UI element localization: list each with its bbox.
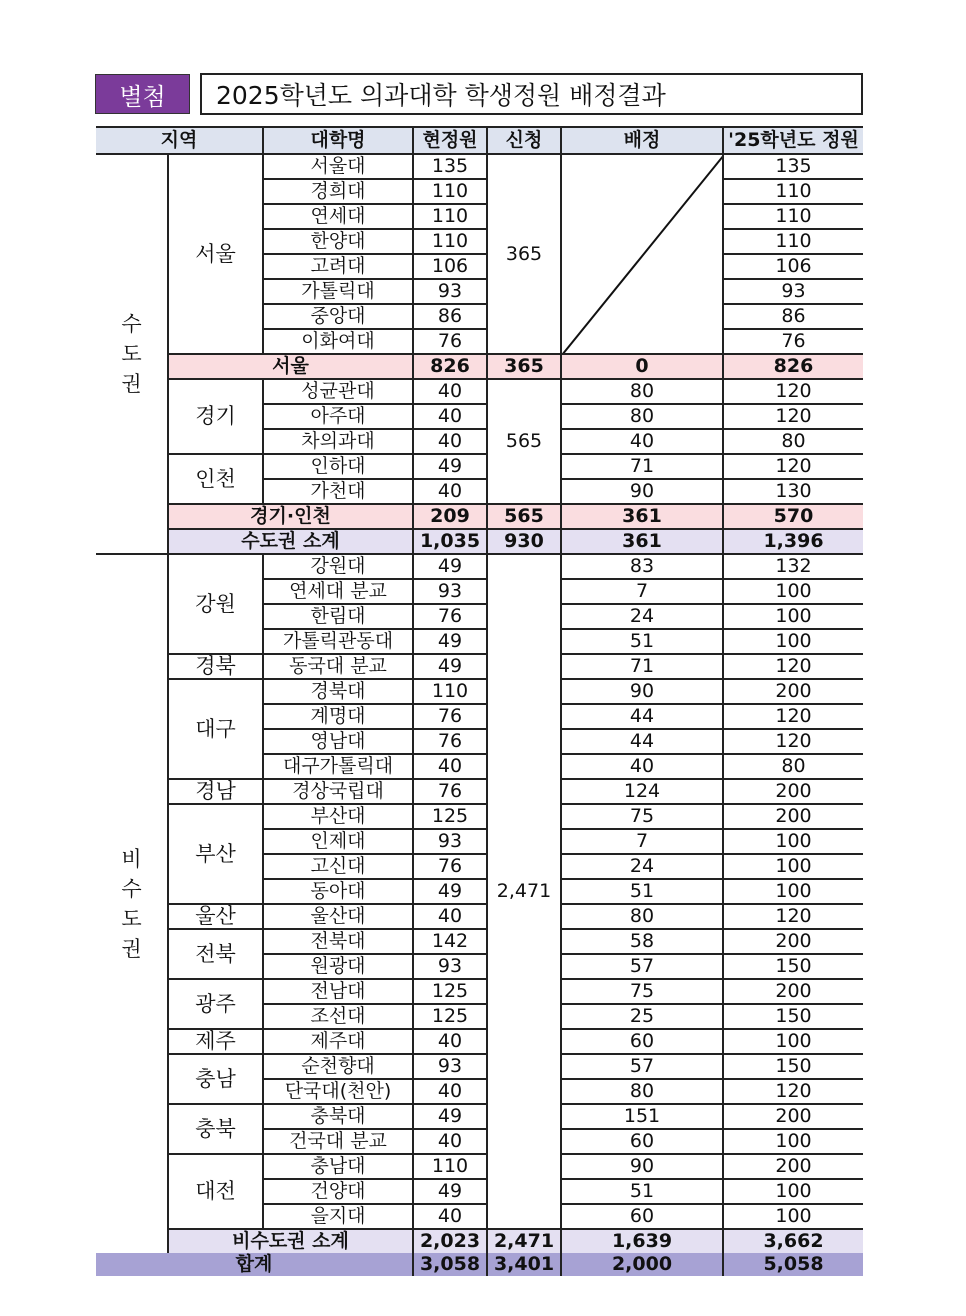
final-quota: 120: [723, 704, 863, 729]
university-name: 전북대: [263, 929, 413, 954]
subtotal-label: 서울: [168, 354, 413, 379]
region-incheon: 인천: [168, 454, 263, 504]
subtotal-applied: 2,471: [487, 1229, 561, 1253]
current-quota: 76: [413, 329, 487, 354]
table-row: [96, 1154, 863, 1179]
allocated-quota: 57: [561, 1054, 723, 1079]
current-quota: 49: [413, 1104, 487, 1129]
allocated-quota: 124: [561, 779, 723, 804]
region-name: 광주: [168, 979, 263, 1029]
final-quota: 100: [723, 604, 863, 629]
allocated-quota: 60: [561, 1129, 723, 1154]
current-quota: 86: [413, 304, 487, 329]
university-name: 단국대(천안): [263, 1079, 413, 1104]
allocated-quota: 71: [561, 654, 723, 679]
final-quota: 200: [723, 1104, 863, 1129]
current-quota: 142: [413, 929, 487, 954]
allocated-quota: 58: [561, 929, 723, 954]
university-name: 건양대: [263, 1179, 413, 1204]
allocated-quota: 7: [561, 579, 723, 604]
current-quota: 125: [413, 979, 487, 1004]
page-title-text: 2025학년도 의과대학 학생정원 배정결과: [216, 81, 666, 110]
allocated-quota: 60: [561, 1204, 723, 1229]
allocated-quota: 40: [561, 754, 723, 779]
current-quota: 40: [413, 479, 487, 504]
page-title: [200, 73, 863, 115]
current-quota: 135: [413, 154, 487, 179]
final-quota: 200: [723, 979, 863, 1004]
current-quota: 110: [413, 679, 487, 704]
final-quota: 150: [723, 1054, 863, 1079]
allocated-quota: 90: [561, 1154, 723, 1179]
final-quota: 100: [723, 579, 863, 604]
subtotal-allocated: 0: [561, 354, 723, 379]
current-quota: 40: [413, 1129, 487, 1154]
final-quota: 120: [723, 1079, 863, 1104]
university-name: 전남대: [263, 979, 413, 1004]
university-name: 충북대: [263, 1104, 413, 1129]
table-row: [96, 154, 863, 179]
university-name: 중앙대: [263, 304, 413, 329]
current-quota: 110: [413, 204, 487, 229]
current-quota: 49: [413, 454, 487, 479]
allocation-na-diagonal: [561, 154, 723, 354]
table-body: [96, 154, 863, 1276]
current-quota: 93: [413, 1054, 487, 1079]
major-region-noncapital: 비 수 도 권: [96, 554, 168, 1253]
subtotal-final: 3,662: [723, 1229, 863, 1253]
table-row: [96, 929, 863, 954]
table-row: [96, 679, 863, 704]
final-quota: 200: [723, 929, 863, 954]
allocated-quota: 44: [561, 729, 723, 754]
region-name: 전북: [168, 929, 263, 979]
university-name: 경희대: [263, 179, 413, 204]
table-row: [96, 1104, 863, 1129]
allocated-quota: 51: [561, 879, 723, 904]
current-quota: 40: [413, 1029, 487, 1054]
region-name: 부산: [168, 804, 263, 904]
table-row: [96, 804, 863, 829]
final-quota: 120: [723, 654, 863, 679]
university-name: 서울대: [263, 154, 413, 179]
allocated-quota: 7: [561, 829, 723, 854]
subtotal-allocated: 361: [561, 504, 723, 529]
diagonal-line: [562, 155, 723, 354]
allocated-quota: 51: [561, 629, 723, 654]
allocated-quota: 90: [561, 479, 723, 504]
final-quota: 200: [723, 679, 863, 704]
major-region-capital: 수 도 권: [96, 154, 168, 554]
university-name: 경북대: [263, 679, 413, 704]
allocation-table-wrapper: [96, 126, 863, 1276]
subtotal-row-capital: [96, 529, 863, 554]
allocated-quota: 25: [561, 1004, 723, 1029]
final-quota: 132: [723, 554, 863, 579]
region-name: 경남: [168, 779, 263, 804]
final-quota: 135: [723, 154, 863, 179]
col-header-applied: 신청: [487, 127, 561, 154]
university-name: 한양대: [263, 229, 413, 254]
allocated-quota: 51: [561, 1179, 723, 1204]
grand-total-row: [96, 1253, 863, 1276]
final-quota: 100: [723, 879, 863, 904]
current-quota: 49: [413, 879, 487, 904]
final-quota: 110: [723, 229, 863, 254]
university-name: 부산대: [263, 804, 413, 829]
subtotal-final: 1,396: [723, 529, 863, 554]
final-quota: 100: [723, 1179, 863, 1204]
final-quota: 100: [723, 1204, 863, 1229]
final-quota: 100: [723, 1029, 863, 1054]
allocated-quota: 44: [561, 704, 723, 729]
region-name: 대구: [168, 679, 263, 779]
university-name: 경상국립대: [263, 779, 413, 804]
final-quota: 106: [723, 254, 863, 279]
current-quota: 49: [413, 629, 487, 654]
university-name: 울산대: [263, 904, 413, 929]
final-quota: 200: [723, 1154, 863, 1179]
university-name: 고신대: [263, 854, 413, 879]
university-name: 성균관대: [263, 379, 413, 404]
final-quota: 93: [723, 279, 863, 304]
current-quota: 125: [413, 1004, 487, 1029]
university-name: 조선대: [263, 1004, 413, 1029]
current-quota: 110: [413, 179, 487, 204]
table-row: [96, 554, 863, 579]
current-quota: 40: [413, 404, 487, 429]
subtotal-allocated: 1,639: [561, 1229, 723, 1253]
allocated-quota: 83: [561, 554, 723, 579]
final-quota: 100: [723, 1129, 863, 1154]
final-quota: 76: [723, 329, 863, 354]
total-current: 3,058: [413, 1253, 487, 1276]
table-row: [96, 454, 863, 479]
final-quota: 150: [723, 954, 863, 979]
total-applied: 3,401: [487, 1253, 561, 1276]
university-name: 한림대: [263, 604, 413, 629]
region-name: 충남: [168, 1054, 263, 1104]
university-name: 계명대: [263, 704, 413, 729]
allocated-quota: 40: [561, 429, 723, 454]
current-quota: 40: [413, 904, 487, 929]
final-quota: 80: [723, 754, 863, 779]
col-header-region: 지역: [96, 127, 263, 154]
allocated-quota: 90: [561, 679, 723, 704]
final-quota: 120: [723, 904, 863, 929]
table-row: [96, 1054, 863, 1079]
subtotal-applied: 930: [487, 529, 561, 554]
university-name: 동아대: [263, 879, 413, 904]
subtotal-applied: 565: [487, 504, 561, 529]
university-name: 순천향대: [263, 1054, 413, 1079]
current-quota: 40: [413, 754, 487, 779]
current-quota: 76: [413, 704, 487, 729]
subtotal-applied: 365: [487, 354, 561, 379]
university-name: 아주대: [263, 404, 413, 429]
subtotal-final: 570: [723, 504, 863, 529]
university-name: 가천대: [263, 479, 413, 504]
final-quota: 110: [723, 179, 863, 204]
subtotal-label: 수도권 소계: [168, 529, 413, 554]
subtotal-allocated: 361: [561, 529, 723, 554]
table-row: [96, 979, 863, 1004]
allocated-quota: 80: [561, 1079, 723, 1104]
diagonal-line-svg: [562, 155, 723, 354]
final-quota: 130: [723, 479, 863, 504]
subtotal-label: 경기·인천: [168, 504, 413, 529]
university-name: 차의과대: [263, 429, 413, 454]
final-quota: 86: [723, 304, 863, 329]
applied-noncapital: 2,471: [487, 554, 561, 1229]
current-quota: 49: [413, 654, 487, 679]
university-name: 제주대: [263, 1029, 413, 1054]
final-quota: 100: [723, 854, 863, 879]
region-name: 충북: [168, 1104, 263, 1154]
current-quota: 40: [413, 379, 487, 404]
university-name: 대구가톨릭대: [263, 754, 413, 779]
table-header-row: [96, 127, 863, 154]
final-quota: 200: [723, 779, 863, 804]
allocation-table: [96, 126, 863, 1276]
region-seoul: 서울: [168, 154, 263, 354]
university-name: 고려대: [263, 254, 413, 279]
current-quota: 76: [413, 729, 487, 754]
allocated-quota: 151: [561, 1104, 723, 1129]
current-quota: 106: [413, 254, 487, 279]
current-quota: 93: [413, 279, 487, 304]
subtotal-row-noncapital: [96, 1229, 863, 1253]
final-quota: 120: [723, 404, 863, 429]
subtotal-row-gyeonggi-incheon: [96, 504, 863, 529]
current-quota: 76: [413, 779, 487, 804]
university-name: 인하대: [263, 454, 413, 479]
final-quota: 100: [723, 629, 863, 654]
allocated-quota: 71: [561, 454, 723, 479]
current-quota: 40: [413, 1079, 487, 1104]
region-gyeonggi: 경기: [168, 379, 263, 454]
col-header-allocated: 배정: [561, 127, 723, 154]
university-name: 이화여대: [263, 329, 413, 354]
col-header-current: 현정원: [413, 127, 487, 154]
university-name: 가톨릭관동대: [263, 629, 413, 654]
final-quota: 120: [723, 379, 863, 404]
current-quota: 93: [413, 829, 487, 854]
region-name: 제주: [168, 1029, 263, 1054]
subtotal-current: 1,035: [413, 529, 487, 554]
current-quota: 110: [413, 1154, 487, 1179]
col-header-university: 대학명: [263, 127, 413, 154]
current-quota: 93: [413, 954, 487, 979]
current-quota: 110: [413, 229, 487, 254]
university-name: 가톨릭대: [263, 279, 413, 304]
current-quota: 49: [413, 1179, 487, 1204]
table-row: [96, 379, 863, 404]
final-quota: 80: [723, 429, 863, 454]
university-name: 연세대 분교: [263, 579, 413, 604]
current-quota: 40: [413, 1204, 487, 1229]
allocated-quota: 80: [561, 404, 723, 429]
region-name: 대전: [168, 1154, 263, 1229]
table-row: [96, 1029, 863, 1054]
total-label: 합계: [96, 1253, 413, 1276]
final-quota: 110: [723, 204, 863, 229]
current-quota: 49: [413, 554, 487, 579]
region-name: 울산: [168, 904, 263, 929]
university-name: 을지대: [263, 1204, 413, 1229]
allocated-quota: 60: [561, 1029, 723, 1054]
final-quota: 200: [723, 804, 863, 829]
allocated-quota: 57: [561, 954, 723, 979]
university-name: 연세대: [263, 204, 413, 229]
total-allocated: 2,000: [561, 1253, 723, 1276]
final-quota: 100: [723, 829, 863, 854]
subtotal-label: 비수도권 소계: [168, 1229, 413, 1253]
allocated-quota: 80: [561, 379, 723, 404]
applied-gyeonggi-incheon: 565: [487, 379, 561, 504]
subtotal-row-seoul: [96, 354, 863, 379]
subtotal-current: 209: [413, 504, 487, 529]
final-quota: 120: [723, 454, 863, 479]
current-quota: 76: [413, 604, 487, 629]
col-header-final: '25학년도 정원: [723, 127, 863, 154]
current-quota: 40: [413, 429, 487, 454]
allocated-quota: 75: [561, 979, 723, 1004]
allocated-quota: 75: [561, 804, 723, 829]
university-name: 충남대: [263, 1154, 413, 1179]
region-name: 경북: [168, 654, 263, 679]
table-row: [96, 654, 863, 679]
current-quota: 125: [413, 804, 487, 829]
final-quota: 150: [723, 1004, 863, 1029]
current-quota: 76: [413, 854, 487, 879]
university-name: 원광대: [263, 954, 413, 979]
university-name: 강원대: [263, 554, 413, 579]
subtotal-final: 826: [723, 354, 863, 379]
region-name: 강원: [168, 554, 263, 654]
university-name: 영남대: [263, 729, 413, 754]
current-quota: 93: [413, 579, 487, 604]
table-row: [96, 779, 863, 804]
allocated-quota: 24: [561, 604, 723, 629]
subtotal-current: 2,023: [413, 1229, 487, 1253]
university-name: 건국대 분교: [263, 1129, 413, 1154]
applied-seoul: 365: [487, 154, 561, 354]
table-row: [96, 904, 863, 929]
allocated-quota: 24: [561, 854, 723, 879]
total-final: 5,058: [723, 1253, 863, 1276]
allocated-quota: 80: [561, 904, 723, 929]
final-quota: 120: [723, 729, 863, 754]
university-name: 동국대 분교: [263, 654, 413, 679]
attachment-badge: 별첨: [95, 74, 190, 114]
subtotal-current: 826: [413, 354, 487, 379]
university-name: 인제대: [263, 829, 413, 854]
